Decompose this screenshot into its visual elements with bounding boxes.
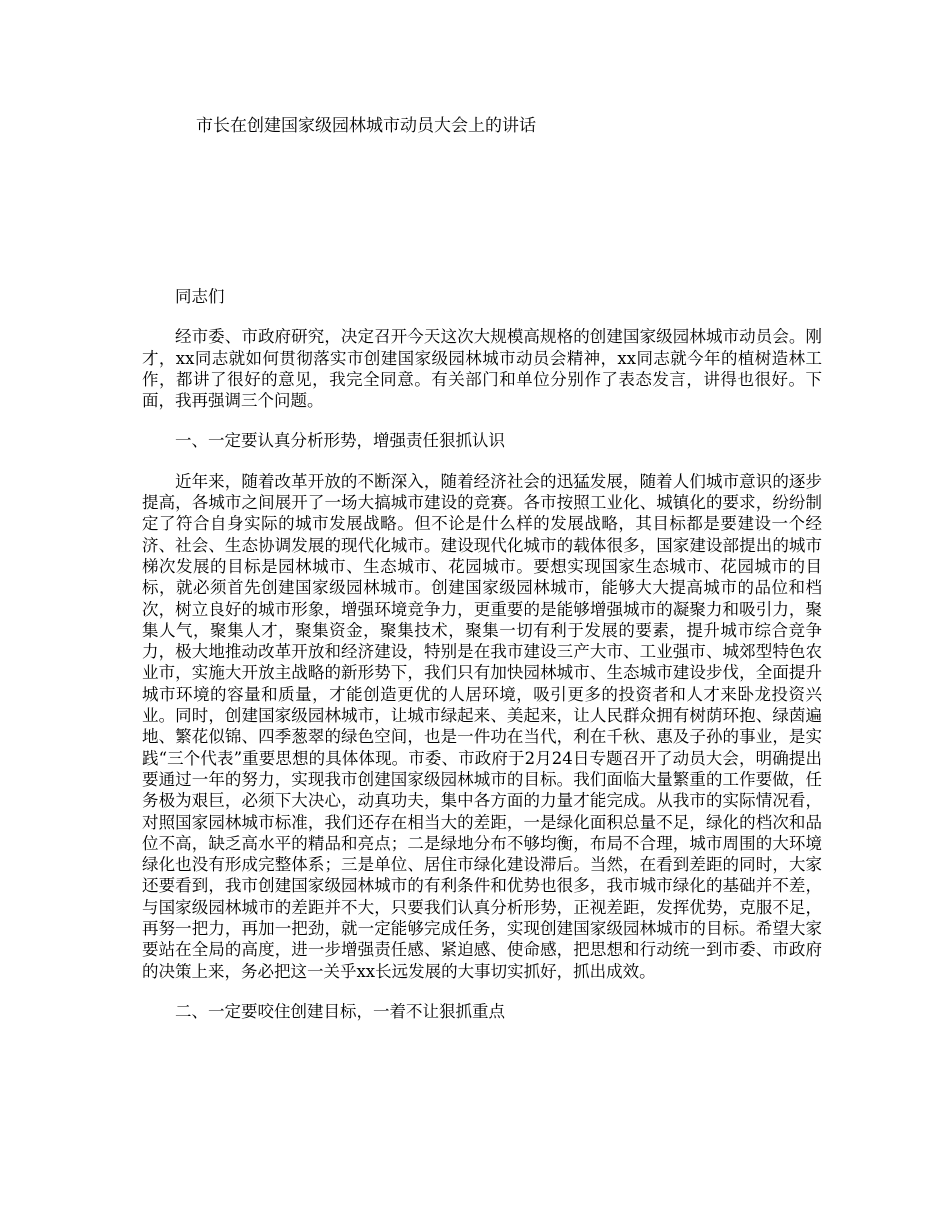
section-heading-2: 二、一定要咬住创建目标，一着不让狠抓重点 <box>175 1001 505 1021</box>
salutation: 同志们 <box>175 287 225 306</box>
body-paragraph: 近年来，随着改革开放的不断深入，随着经济社会的迅猛发展，随着人们城市意识的逐步提高，各城市之间展开了一场大搞城市建设的竞赛。各市按照工业化、城镇化的要求，纷纷制定了符合自身实际的城市发展战略。但不论是什么样的发展战略，其目标都是要建设一个经济、社会、生态协调发展的现代化城市。建设现代化城市的载体很多，国家建设部提出的城市梯次发展的目标是园林城市、生态城市、花园城市。要想实现国家生态城市、花园城市的目标，就必须首先创建国家级园林城市。创建国家级园林城市，能够大大提高城市的品位和档次，树立良好的城市形象，增强环境竞争力，更重要的是能够增强城市的凝聚力和吸引力，聚集人气，聚集人才，聚集资金，聚集技术，聚集一切有利于发展的要素，提升城市综合竞争力，极大地推动改革开放和经济建设，特别是在我市建设三产大市、工业强市、城郊型特色农业市，实施大开放主战略的新形势下，我们只有加快园林城市、生态城市建设步伐，全面提升城市环境的容量和质量，才能创造更优的人居环境，吸引更多的投资者和人才来卧龙投资兴业。同时，创建国家级园林城市，让城市绿起来、美起来，让人民群众拥有树荫环抱、绿茵遍地、繁花似锦、四季葱翠的绿色空间，也是一件功在当代，利在千秋、惠及子孙的事业，是实践“三个代表”重要思想的具体体现。市委、市政府于2月24日专题召开了动员大会，明确提出要通过一年的努力，实现我市创建国家级园林城市的目标。我们面临大量繁重的工作要做，任务极为艰巨，必须下大决心，动真功夫，集中各方面的力量才能完成。从我市的实际情况看，对照国家园林城市标准，我们还存在相当大的差距，一是绿化面积总量不足，绿化的档次和品位不高，缺乏高水平的精品和亮点；二是绿地分布不够均衡，布局不合理，城市周围的大环境绿化也没有形成完整体系；三是单位、居住市绿化建设滞后。当然，在看到差距的同时，大家还要看到，我市创建国家级园林城市的有利条件和优势也很多，我市城市绿化的基础并不差，与国家级园林城市的差距并不大，只要我们认真分析形势，正视差距，发挥优势，克服不足，再努一把力，再加一把劲，就一定能够完成任务，实现创建国家级园林城市的目标。希望大家要站在全局的高度，进一步增强责任感、紧迫感、使命感，把思想和行动统一到市委、市政府的决策上来，务必把这一关乎xx长远发展的大事切实抓好，抓出成效。 <box>142 471 822 981</box>
section-heading-1: 一、一定要认真分析形势，增强责任狠抓认识 <box>175 431 505 451</box>
document-title: 市长在创建国家级园林城市动员大会上的讲话 <box>196 116 536 136</box>
paragraph-gap <box>142 411 822 430</box>
document-body <box>142 286 822 1022</box>
paragraph-gap <box>142 982 822 1001</box>
paragraph-gap <box>142 307 822 326</box>
paragraph-gap <box>142 452 822 471</box>
intro-paragraph: 经市委、市政府研究，决定召开今天这次大规模高规格的创建国家级园林城市动员会。刚才，xx同志就如何贯彻落实市创建国家级园林城市动员会精神，xx同志就今年的植树造林工作，都讲了很好的意见，我完全同意。有关部门和单位分别作了表态发言，讲得也很好。下面，我再强调三个问题。 <box>142 327 822 411</box>
